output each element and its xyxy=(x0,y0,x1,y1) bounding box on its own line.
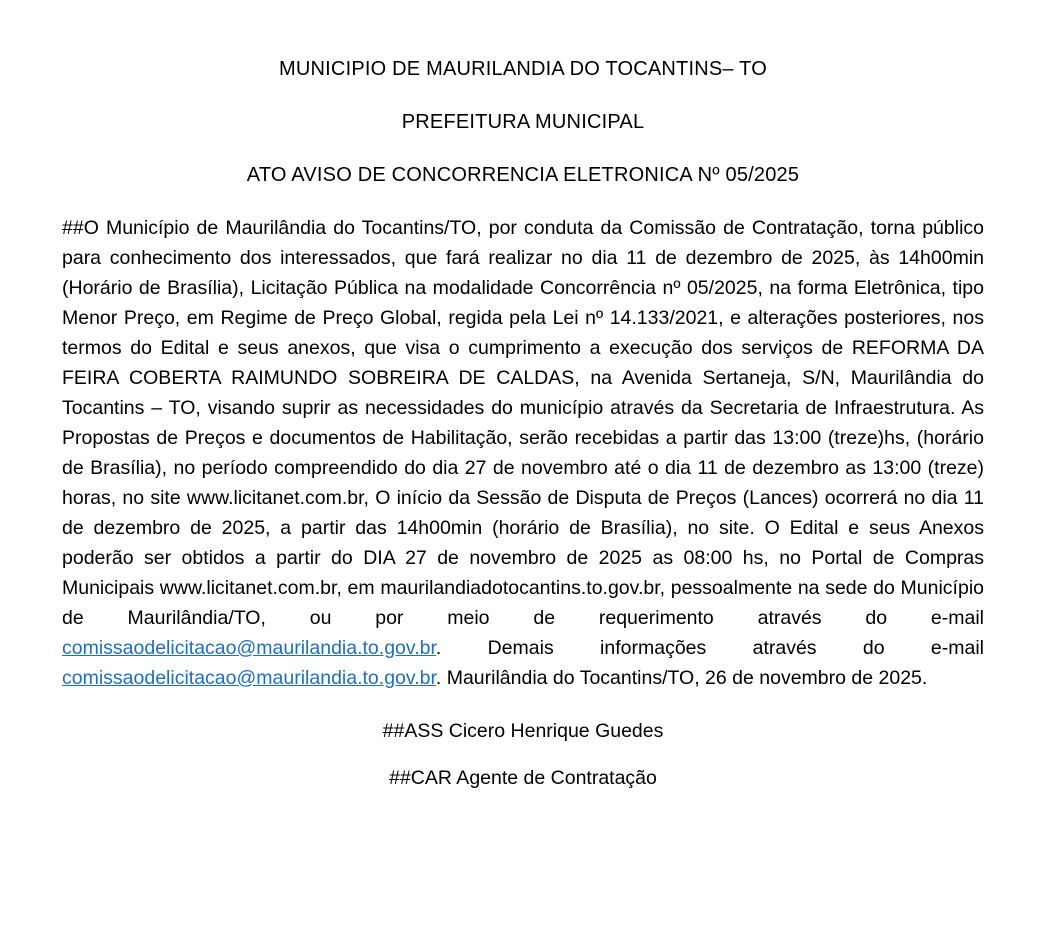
role-line: ##CAR Agente de Contratação xyxy=(389,767,657,789)
notice-text-part1: ##O Município de Maurilândia do Tocantins/TO, por conduta da Comissão de Contratação, torna público para conhecimento dos interessados, que fará realizar no dia 11 de dezembro de 2025, às 14h00min (Horário de Brasília), Licitação Pública na modalidade Concorrência nº 05/2025, na forma Eletrônica, tipo Menor Preço, em Regime de Preço Global, regida pela Lei nº 14.133/2021, e alterações posteriores, nos termos do Edital e seus anexos, que visa o cumprimento a execução dos serviços de REFORMA DA FEIRA COBERTA RAIMUNDO SOBREIRA DE CALDAS, na Avenida Sertaneja, S/N, Maurilândia do Tocantins – TO, visando suprir as necessidades do município através da Secretaria de Infraestrutura. As Propostas de Preços e documentos de Habilitação, serão recebidas a partir das 13:00 (treze)hs, (horário de Brasília), no período compreendido do dia 27 de novembro até o dia 11 de dezembro as 13:00 (treze) horas, no site www.licitanet.com.br, O início da Sessão de Disputa de Preços (Lances) ocorrerá no dia 11 de dezembro de 2025, a partir das 14h00min (horário de Brasília), no site. O Edital e seus Anexos poderão ser obtidos a partir do DIA 27 de novembro de 2025 as 08:00 hs, no Portal de Compras Municipais www.licitanet.com.br, em maurilandiadotocantins.to.gov.br, pessoalmente na sede do Município de Maurilândia/TO, ou por meio de requerimento através do e-mail xyxy=(62,217,984,629)
notice-body-paragraph xyxy=(62,213,984,693)
title-municipality: MUNICIPIO DE MAURILANDIA DO TOCANTINS– TO xyxy=(279,58,767,80)
email-link-1[interactable]: comissaodelicitacao@maurilandia.to.gov.br xyxy=(62,637,436,659)
title-prefeitura: PREFEITURA MUNICIPAL xyxy=(401,111,645,133)
signature-line: ##ASS Cicero Henrique Guedes xyxy=(382,720,664,742)
title-notice-number: ATO AVISO DE CONCORRENCIA ELETRONICA Nº 05/2025 xyxy=(246,164,800,186)
notice-text-part2: . Demais informações através do e-mail xyxy=(435,637,984,659)
email-link-2[interactable]: comissaodelicitacao@maurilandia.to.gov.br xyxy=(62,667,436,689)
notice-text-part3: . Maurilândia do Tocantins/TO, 26 de novembro de 2025. xyxy=(435,667,928,689)
